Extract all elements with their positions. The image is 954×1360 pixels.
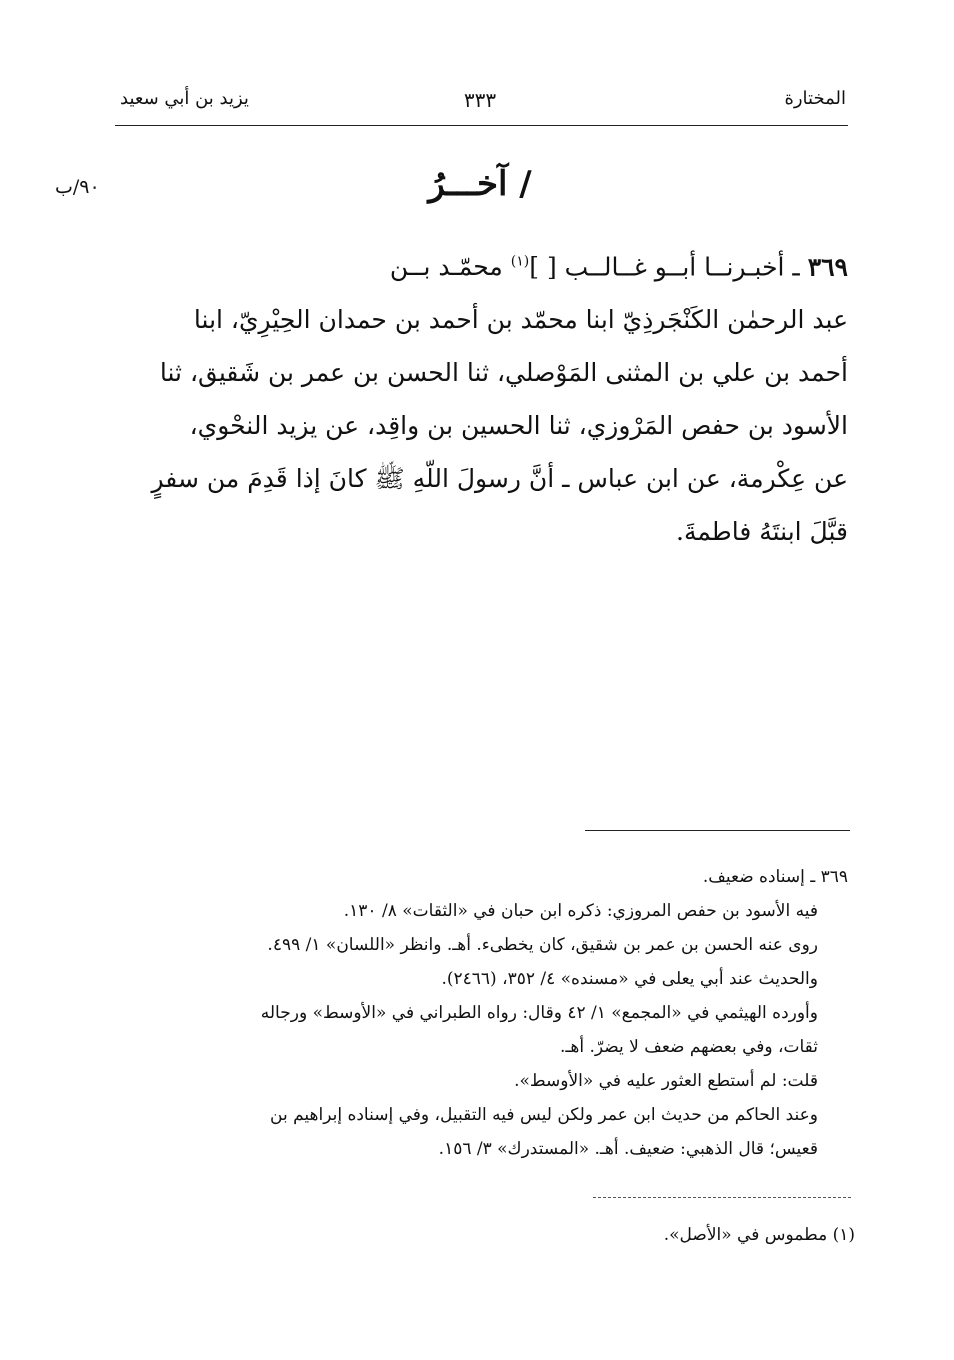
running-header-chapter-title: يزيد بن أبي سعيد — [120, 88, 249, 109]
hadith-line1-c: محمّـد بــن — [389, 252, 503, 282]
section-title: / آخـــرُ — [428, 164, 532, 204]
footnote-marker: (١) — [510, 254, 530, 270]
footnote-line: وأورده الهيثمي في «المجمع» ١/ ٤٢ وقال: رواه الطبراني في «الأوسط» ورجاله — [260, 1003, 818, 1023]
hadith-first-line — [125, 236, 848, 293]
dashed-rule — [593, 1197, 851, 1198]
editor-note: (١) مطموس في «الأصل». — [663, 1225, 855, 1245]
hadith-line: عن عِكْرمة، عن ابن عباس ـ أنَّ رسولَ اللّهِ ﷺ كانَ إذا قَدِمَ من سفرٍ — [151, 464, 848, 494]
footnote-line: وعند الحاكم من حديث ابن عمر ولكن ليس فيه التقبيل، وفي إسناده إبراهيم بن — [270, 1105, 818, 1125]
hadith-text — [125, 236, 848, 558]
footnote-line: والحديث عند أبي يعلى في «مسنده» ٤/ ٣٥٢، (٢٤٦٦). — [441, 969, 818, 989]
footnote-line: ثقات، وفي بعضهم ضعف لا يضرّ. أهـ. — [559, 1037, 818, 1057]
hadith-line: عبد الرحمٰن الكَنْجَرذِيّ ابنا محمّد بن أحمد بن حمدان الحِيْرِيّ، ابنا — [193, 305, 848, 335]
hadith-line: قبَّلَ ابنتَهُ فاطمةَ. — [676, 517, 848, 547]
page-number: ٣٣٣ — [463, 88, 497, 112]
header-rule — [115, 125, 848, 126]
hadith-opening — [547, 252, 848, 281]
hadith-line: الأسود بن حفص المَرْوزي، ثنا الحسين بن واقِد، عن يزيد النحْوي، — [189, 411, 848, 441]
footnote-line: قعيس؛ قال الذهبي: ضعيف. أهـ. «المستدرك» ٣/ ١٥٦. — [438, 1139, 818, 1159]
running-header-book-title: المختارة — [784, 88, 846, 109]
footnote-rule — [585, 830, 850, 831]
hadith-line1-b: ] — [529, 252, 540, 282]
hadith-number: ٣٦٩ — [807, 252, 848, 282]
footnote-line: قلت: لم أستطع العثور عليه في «الأوسط». — [514, 1071, 818, 1091]
footnotes — [128, 860, 848, 1166]
footnote-line: روى عنه الحسن بن عمر بن شقيق، كان يخطىء. أهـ. وانظر «اللسان» ١/ ٤٩٩. — [267, 935, 818, 955]
hadith-line: أحمد بن علي بن المثنى المَوْصلي، ثنا الحسن بن عمر بن شَقيق، ثنا — [159, 358, 848, 388]
hadith-closing — [390, 252, 539, 281]
manuscript-folio-note: ٩٠/ب — [55, 176, 100, 198]
footnote-line: ٣٦٩ ـ إسناده ضعيف. — [702, 867, 848, 887]
hadith-line1-a: ـ أخبـرنــا أبــو غــالــب [ — [546, 252, 800, 282]
footnote-line: فيه الأسود بن حفص المروزي: ذكره ابن حبان في «الثقات» ٨/ ١٣٠. — [343, 901, 818, 921]
